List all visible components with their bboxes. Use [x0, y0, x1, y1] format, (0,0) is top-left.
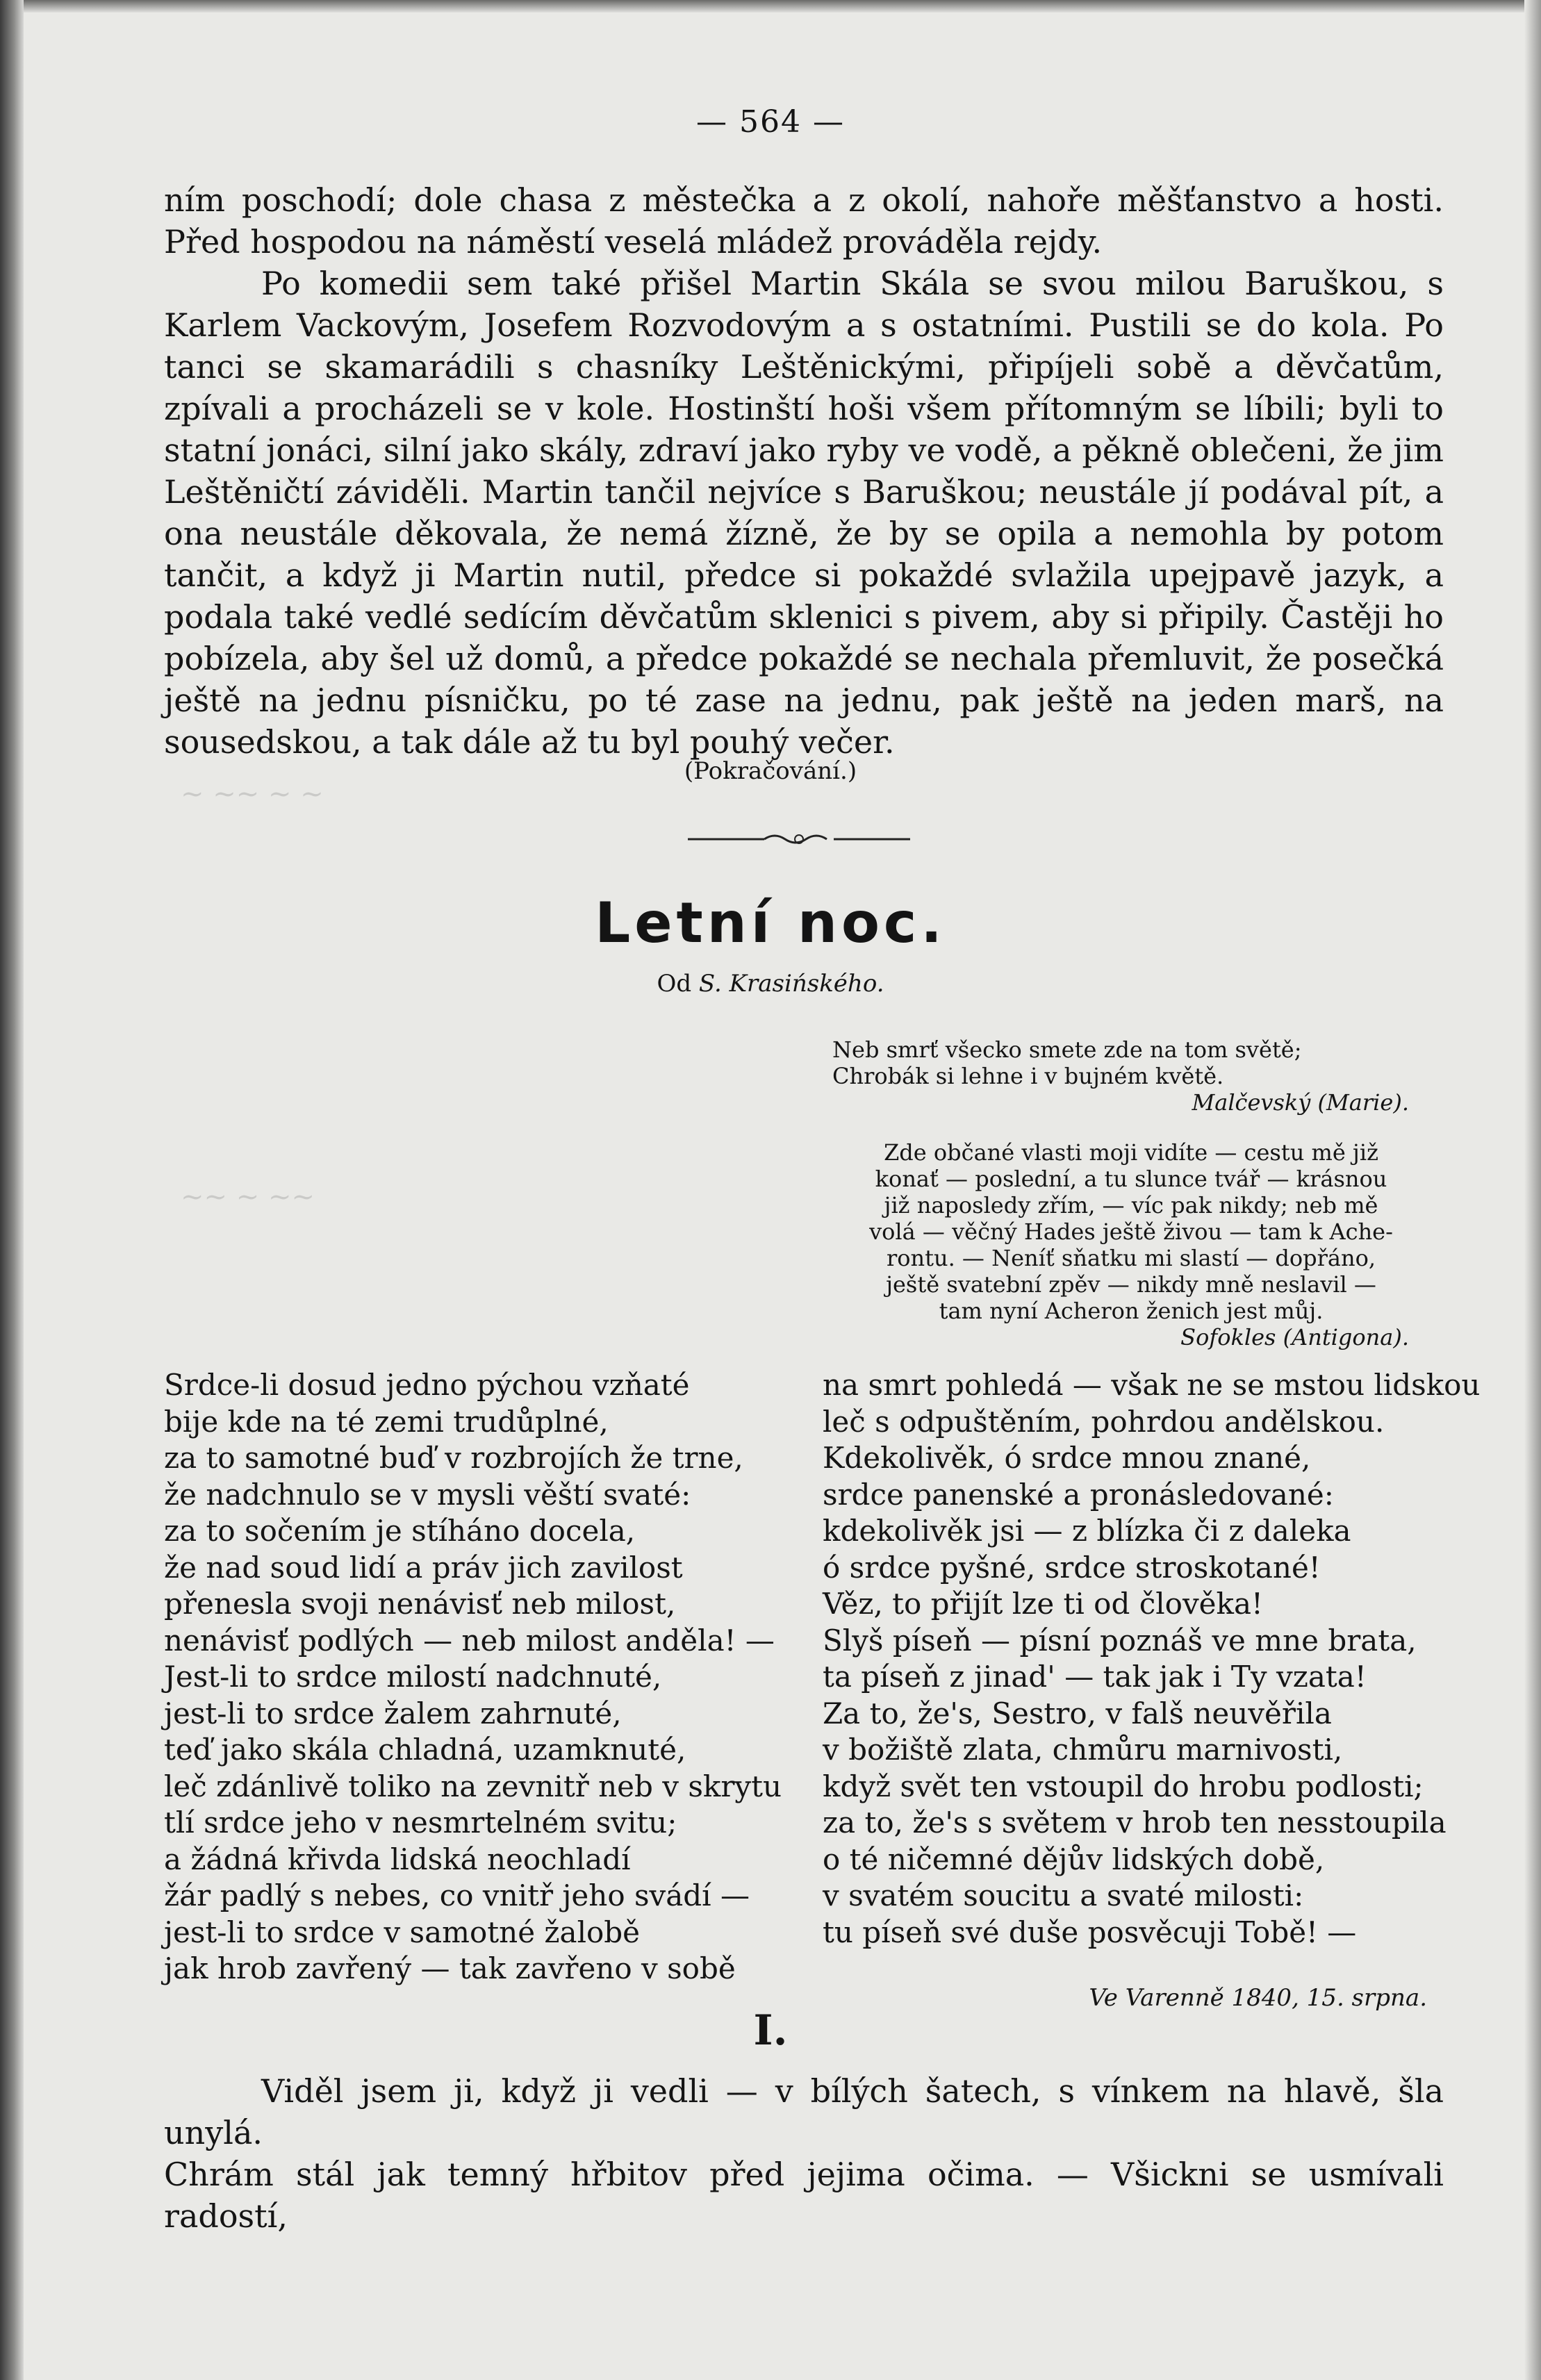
- verse-line: Věz, to přijít lze ti od člověka!: [823, 1587, 1263, 1621]
- page-number: — 564 —: [696, 104, 845, 140]
- epigraph-line: Neb smrť všecko smete zde na tom světě;: [832, 1036, 1302, 1063]
- epigraph-line: Chrobák si lehne i v bujném květě.: [832, 1063, 1224, 1089]
- verse-line: v svatém soucitu a svaté milosti:: [823, 1878, 1304, 1912]
- chapter-text: [164, 2070, 1444, 2237]
- chapter-line: Viděl jsem ji, když ji vedli — v bílých šatech, s vínkem na hlavě, šla unylá.: [164, 2072, 1444, 2151]
- epigraph-malcevsky: [832, 1036, 1430, 1116]
- verse-line: žár padlý s nebes, co vnitř jeho svádí —: [164, 1878, 750, 1912]
- verse-line: jest-li to srdce v samotné žalobě: [164, 1915, 641, 1949]
- section-number: I.: [753, 2006, 788, 2055]
- verse-line: za to sočením je stíháno docela,: [164, 1514, 636, 1548]
- verse-line: jak hrob zavřený — tak zavřeno v sobě: [164, 1951, 736, 1985]
- epigraph-attribution: Sofokles (Antigona).: [1180, 1324, 1409, 1350]
- ornament-divider: [688, 831, 910, 848]
- verse-line: přenesla svoji nenávisť neb milost,: [164, 1587, 676, 1621]
- epigraph-line: volá — věčný Hades ještě živou — tam k Ache-: [869, 1218, 1393, 1245]
- poem-date: Ve Varenně 1840, 15. srpna.: [1089, 1984, 1427, 2012]
- verse-line: leč s odpuštěním, pohrdou andělskou.: [823, 1404, 1385, 1439]
- chapter-line: Chrám stál jak temný hřbitov před jejima očima. — Všickni se usmívali radostí,: [164, 2156, 1444, 2235]
- verse-line: o té ničemné dějův lidských době,: [823, 1842, 1325, 1876]
- verse-line: že nadchnulo se v mysli věští svaté:: [164, 1477, 691, 1512]
- verse-line: a žádná křivda lidská neochladí: [164, 1842, 631, 1876]
- verse-line: Srdce-li dosud jedno pýchou vzňaté: [164, 1368, 690, 1402]
- verse-line: ó srdce pyšné, srdce stroskotané!: [823, 1550, 1321, 1585]
- bleed-through-mark: ~ ~~ ~ ~: [181, 778, 324, 810]
- verse-line: že nad soud lidí a práv jich zavilost: [164, 1550, 683, 1585]
- poem-title: Letní noc.: [595, 891, 946, 955]
- prose-section: [164, 179, 1444, 763]
- continuation-note: (Pokračování.): [684, 757, 857, 785]
- poem-column-right: [823, 1367, 1481, 1951]
- verse-line: za to, že's s světem v hrob ten nesstoupila: [823, 1805, 1447, 1840]
- verse-line: na smrt pohledá — však ne se mstou lidskou: [823, 1368, 1481, 1402]
- verse-line: srdce panenské a pronásledované:: [823, 1477, 1334, 1512]
- byline-prefix: Od: [657, 970, 692, 998]
- epigraph-line: Zde občané vlasti moji vidíte — cestu mě již: [884, 1139, 1378, 1166]
- verse-line: tlí srdce jeho v nesmrtelném svitu;: [164, 1805, 677, 1840]
- verse-line: za to samotné buď v rozbrojích že trne,: [164, 1441, 743, 1475]
- verse-line: Za to, že's, Sestro, v falš neuvěřila: [823, 1696, 1332, 1730]
- byline: [0, 970, 1541, 998]
- verse-line: leč zdánlivě toliko na zevnitř neb v skrytu: [164, 1769, 782, 1803]
- verse-line: Kdekolivěk, ó srdce mnou znané,: [823, 1441, 1311, 1475]
- bleed-through-mark: ~~ ~ ~~: [181, 1181, 315, 1213]
- epigraph-line: konať — poslední, a tu slunce tvář — krásnou: [875, 1166, 1387, 1192]
- prose-first-line: ním poschodí; dole chasa z městečka a z okolí, nahoře měšťanstvo a hosti. Před hospodou na náměstí veselá mládež prováděla rejdy.: [164, 181, 1444, 261]
- epigraph-sofokles: [832, 1139, 1430, 1350]
- verse-line: nenávisť podlých — neb milost anděla! —: [164, 1623, 775, 1658]
- verse-line: teď jako skála chladná, uzamknuté,: [164, 1733, 686, 1767]
- verse-line: tu píseň své duše posvěcuji Tobě! —: [823, 1915, 1357, 1949]
- prose-paragraph: Po komedii sem také přišel Martin Skála se svou milou Baruškou, s Karlem Vackovým, Josefem Rozvodovým a s ostatními. Pustili se do kola. Po tanci se skamarádili s chasníky Leštěnickými, připíjeli sobě a děvčatům, zpívali a procházeli se v kole. Hostinští hoši všem přítomným se líbili; byli to statní jonáci, silní jako skály, zdraví jako ryby ve vodě, a pěkně oblečeni, že jim Leštěničtí záviděli. Martin tančil nejvíce s Baruškou; neustále jí podával pít, a ona neustále děkovala, že nemá žízně, že by se opila a nemohla by potom tančit, a když ji Martin nutil, předce si pokaždé svlažila upejpavě jazyk, a podala také vedlé sedícím děvčatům sklenici s pivem, aby si připily. Častěji ho pobízela, aby šel už domů, a předce pokaždé se nechala přemluvit, že posečká ještě na jednu písničku, po té zase na jednu, pak ještě na jeden marš, na sousedskou, a tak dále až tu byl pouhý večer.: [164, 265, 1444, 761]
- verse-line: kdekolivěk jsi — z blízka či z daleka: [823, 1514, 1351, 1548]
- poem-column-left: [164, 1367, 782, 1988]
- verse-line: v božiště zlata, chmůru marnivosti,: [823, 1733, 1343, 1767]
- verse-line: bije kde na té zemi trudůplné,: [164, 1404, 609, 1439]
- epigraph-attribution: Malčevský (Marie).: [1192, 1089, 1409, 1116]
- byline-author: S. Krasińského.: [698, 970, 884, 998]
- verse-line: Jest-li to srdce milostí nadchnuté,: [164, 1660, 662, 1694]
- epigraph-line: rontu. — Neníť sňatku mi slastí — dopřáno,: [886, 1245, 1376, 1271]
- verse-line: ta píseň z jinad' — tak jak i Ty vzata!: [823, 1660, 1367, 1694]
- verse-line: když svět ten vstoupil do hrobu podlosti;: [823, 1769, 1424, 1803]
- scan-border-top: [0, 0, 1541, 13]
- verse-line: Slyš píseň — písní poznáš ve mne brata,: [823, 1623, 1417, 1658]
- epigraph-line: ještě svatební zpěv — nikdy mně neslavil —: [886, 1271, 1376, 1298]
- verse-line: jest-li to srdce žalem zahrnuté,: [164, 1696, 622, 1730]
- epigraph-line: již naposledy zřím, — víc pak nikdy; neb mě: [884, 1192, 1378, 1218]
- epigraph-line: tam nyní Acheron ženich jest můj.: [939, 1298, 1324, 1324]
